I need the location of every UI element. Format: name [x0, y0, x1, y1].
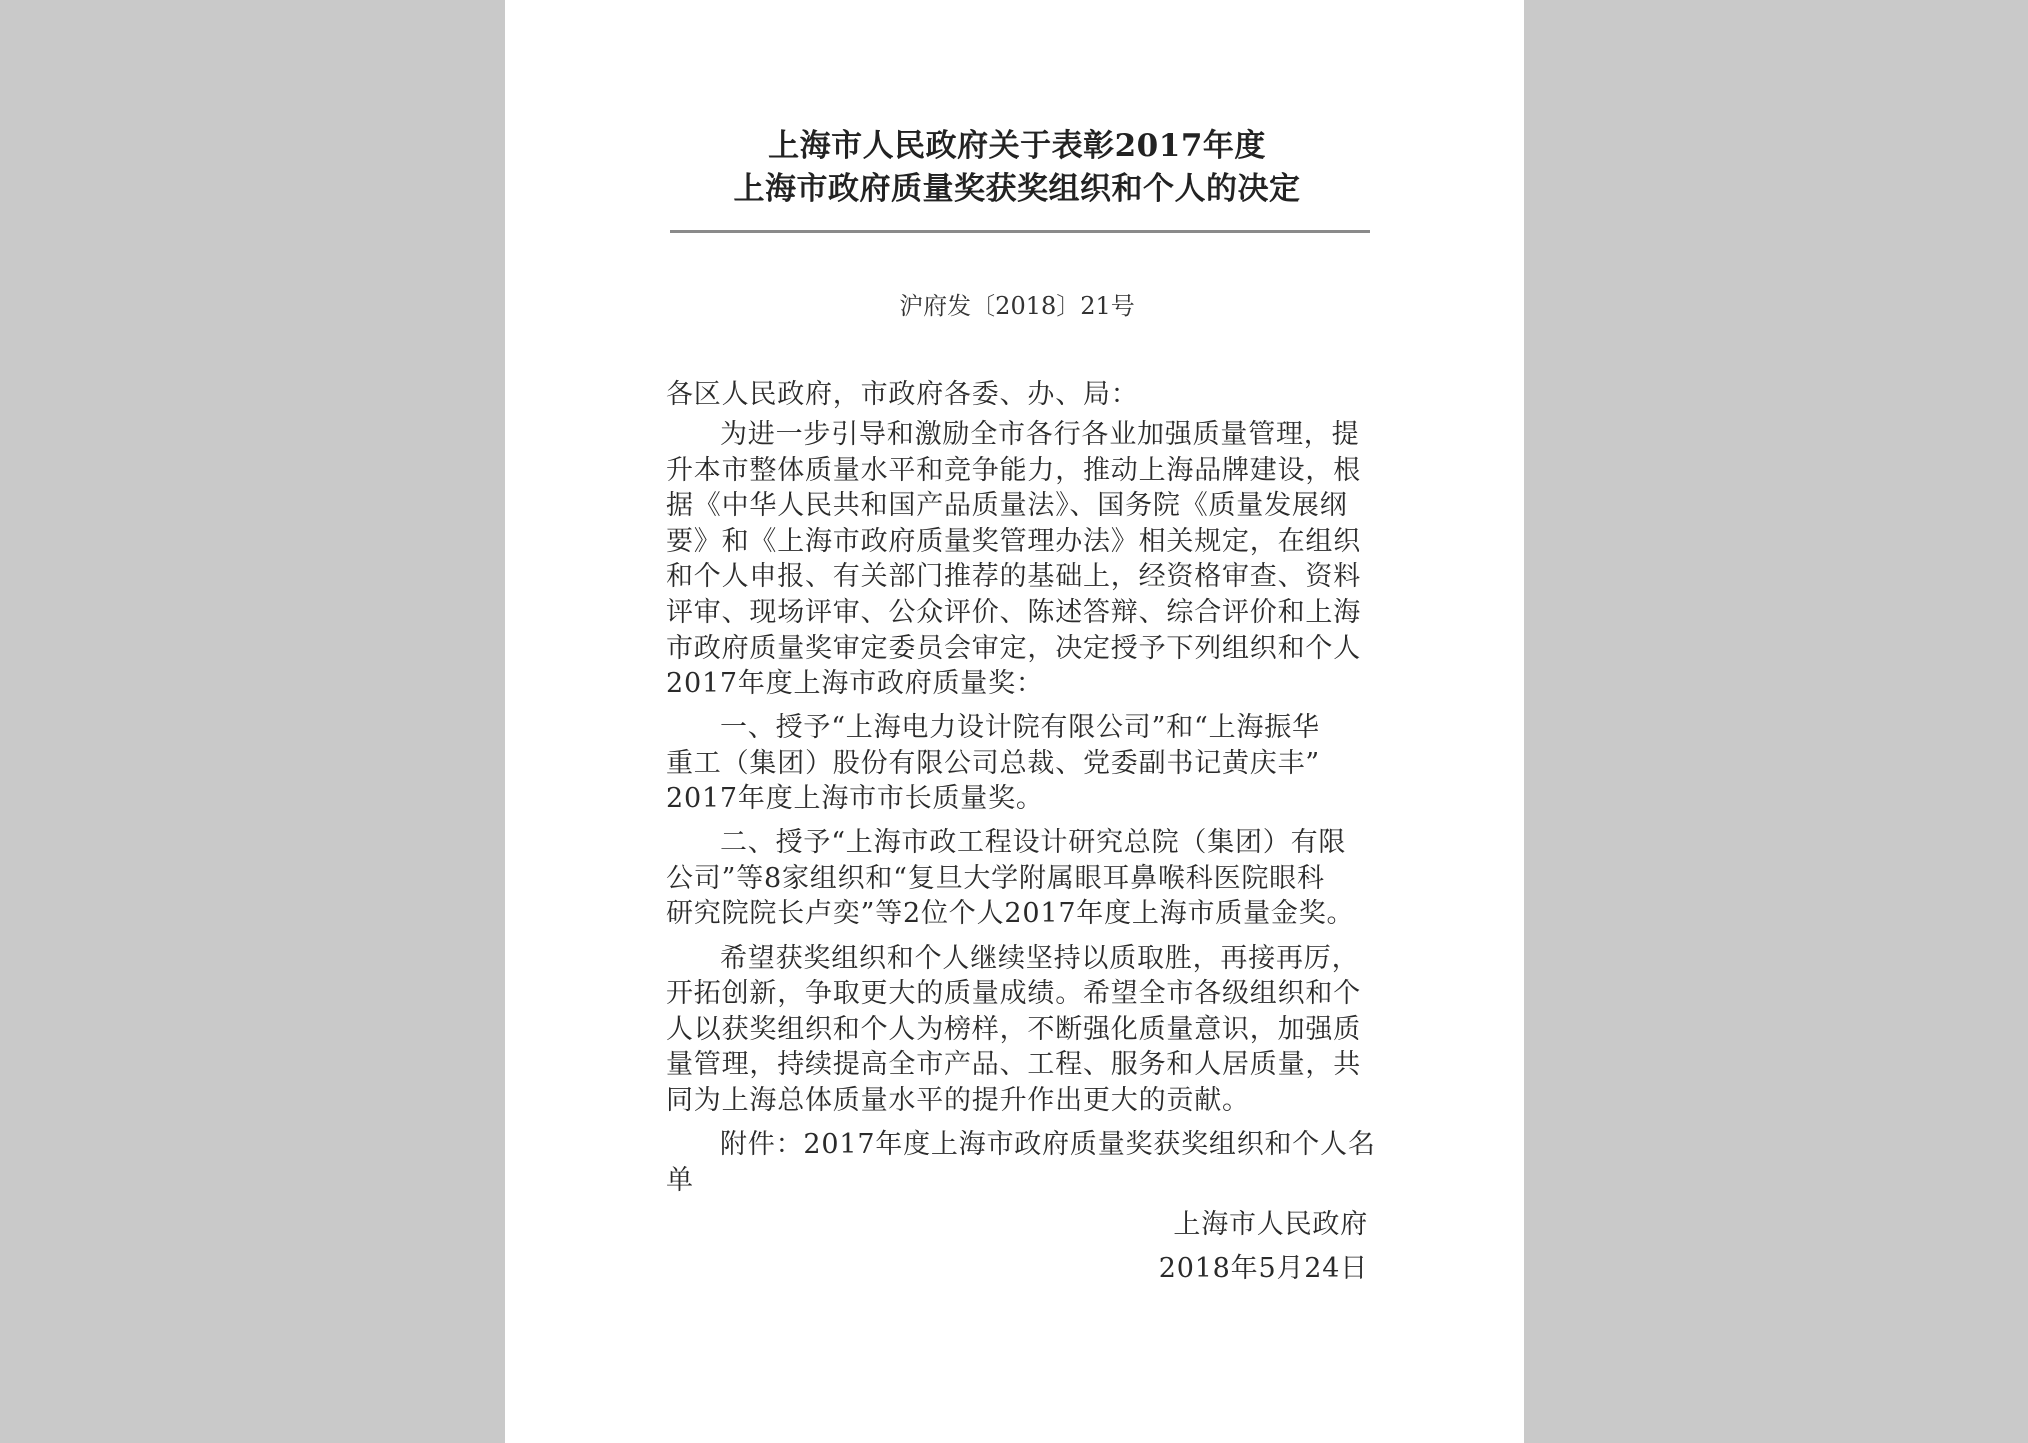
- issue-date: 2018年5月24日: [1158, 1253, 1368, 1284]
- paragraph-2-line: 2017年度上海市市长质量奖。: [666, 783, 1044, 814]
- paragraph-1-line: 市政府质量奖审定委员会审定，决定授予下列组织和个人: [666, 633, 1361, 664]
- paragraph-1-line: 要》和《上海市政府质量奖管理办法》相关规定，在组织: [666, 526, 1361, 557]
- title-divider: [670, 230, 1370, 233]
- paragraph-3-line: 公司”等8家组织和“复旦大学附属眼耳鼻喉科医院眼科: [666, 863, 1325, 894]
- document-title-line-1: 上海市人民政府关于表彰2017年度: [768, 128, 1266, 164]
- paragraph-2-line: 重工（集团）股份有限公司总裁、党委副书记黄庆丰”: [666, 748, 1321, 779]
- document-title-line-2: 上海市政府质量奖获奖组织和个人的决定: [733, 171, 1301, 207]
- paragraph-1-line: 升本市整体质量水平和竞争能力，推动上海品牌建设，根: [666, 455, 1361, 486]
- paragraph-4-line: 量管理，持续提高全市产品、工程、服务和人居质量，共: [666, 1049, 1361, 1080]
- paragraph-2-line: 一、授予“上海电力设计院有限公司”和“上海振华: [720, 712, 1320, 743]
- paragraph-1-line: 评审、现场评审、公众评价、陈述答辩、综合评价和上海: [666, 597, 1361, 628]
- paragraph-1-line: 2017年度上海市政府质量奖：: [666, 668, 1044, 699]
- paragraph-4-line: 希望获奖组织和个人继续坚持以质取胜，再接再厉，: [720, 943, 1360, 974]
- paragraph-4-line: 人以获奖组织和个人为榜样，不断强化质量意识，加强质: [666, 1014, 1361, 1045]
- issuer-signature: 上海市人民政府: [1173, 1209, 1368, 1240]
- paragraph-3-line: 研究院院长卢奕”等2位个人2017年度上海市质量金奖。: [666, 898, 1355, 929]
- attachment-line: 单: [666, 1165, 694, 1196]
- paragraph-1-line: 为进一步引导和激励全市各行各业加强质量管理，提: [720, 419, 1360, 450]
- paragraph-1-line: 据《中华人民共和国产品质量法》、国务院《质量发展纲: [666, 490, 1348, 521]
- salutation: 各区人民政府，市政府各委、办、局：: [666, 379, 1139, 410]
- document-number: 沪府发〔2018〕21号: [899, 292, 1135, 320]
- attachment-line: 附件：2017年度上海市政府质量奖获奖组织和个人名: [720, 1129, 1376, 1160]
- document-page: [505, 0, 1524, 1443]
- paragraph-3-line: 二、授予“上海市政工程设计研究总院（集团）有限: [720, 827, 1347, 858]
- paragraph-4-line: 同为上海总体质量水平的提升作出更大的贡献。: [666, 1085, 1250, 1116]
- paragraph-4-line: 开拓创新，争取更大的质量成绩。希望全市各级组织和个: [666, 978, 1361, 1009]
- paragraph-1-line: 和个人申报、有关部门推荐的基础上，经资格审查、资料: [666, 561, 1361, 592]
